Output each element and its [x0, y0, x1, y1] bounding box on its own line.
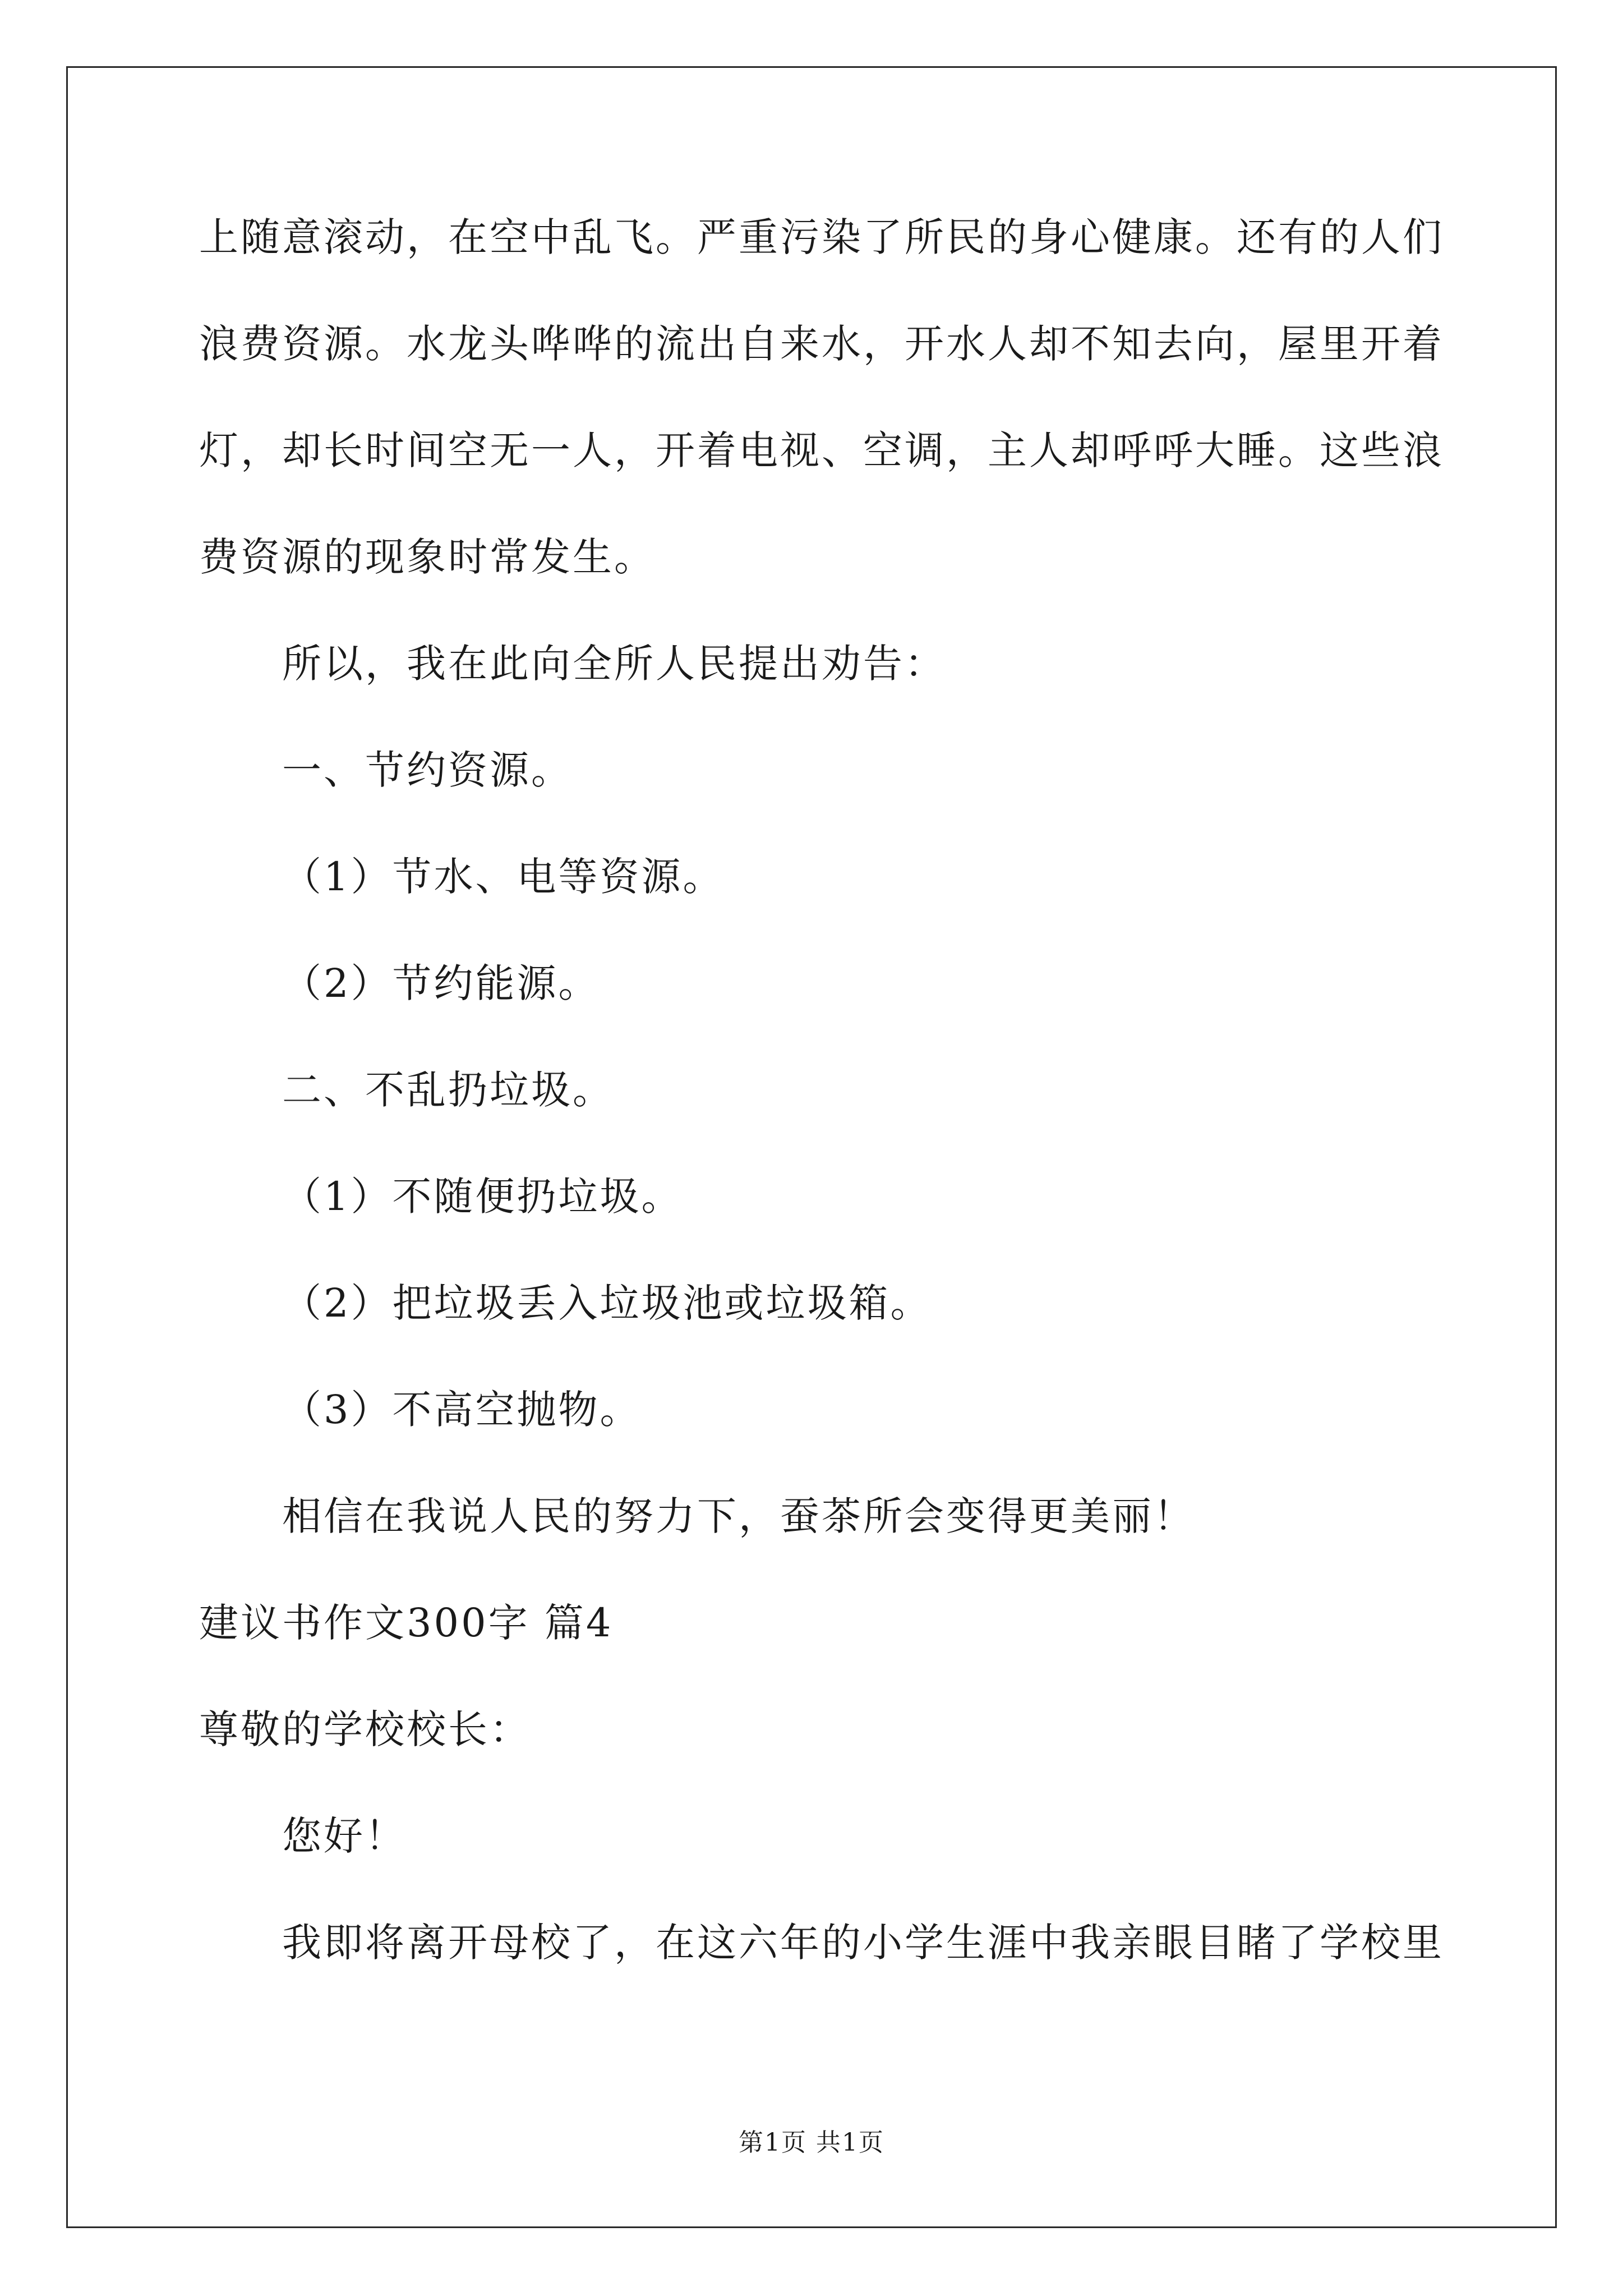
text-line: 费资源的现象时常发生。 — [199, 534, 656, 580]
page-number: 第1页 共1页 — [739, 2128, 884, 2157]
greeting: 您好！ — [282, 1813, 407, 1859]
text-line: 相信在我说人民的努力下，蚕茶所会变得更美丽！ — [282, 1493, 1195, 1539]
text-line: 浪费资源。水龙头哗哗的流出自来水，开水人却不知去向，屋里开着 — [199, 321, 1444, 367]
list-item: （2）节约能源。 — [282, 960, 600, 1006]
section-heading: 二、不乱扔垃圾。 — [282, 1067, 614, 1113]
salutation: 尊敬的学校校长： — [199, 1706, 531, 1752]
text-line: 所以，我在此向全所人民提出劝告： — [282, 641, 946, 687]
list-item: （1）节水、电等资源。 — [282, 854, 725, 900]
text-line: 我即将离开母校了，在这六年的小学生涯中我亲眼目睹了学校里 — [282, 1920, 1444, 1966]
text-line: 灯，却长时间空无一人，开着电视、空调，主人却呼呼大睡。这些浪 — [199, 427, 1444, 473]
list-item: （1）不随便扔垃圾。 — [282, 1174, 683, 1220]
article-title: 建议书作文300字 篇4 — [199, 1600, 614, 1646]
list-item: （3）不高空抛物。 — [282, 1387, 642, 1433]
text-line: 上随意滚动，在空中乱飞。严重污染了所民的身心健康。还有的人们 — [199, 214, 1444, 260]
list-item: （2）把垃圾丢入垃圾池或垃圾箱。 — [282, 1280, 932, 1326]
section-heading: 一、节约资源。 — [282, 747, 573, 793]
page-border — [66, 66, 1557, 2228]
